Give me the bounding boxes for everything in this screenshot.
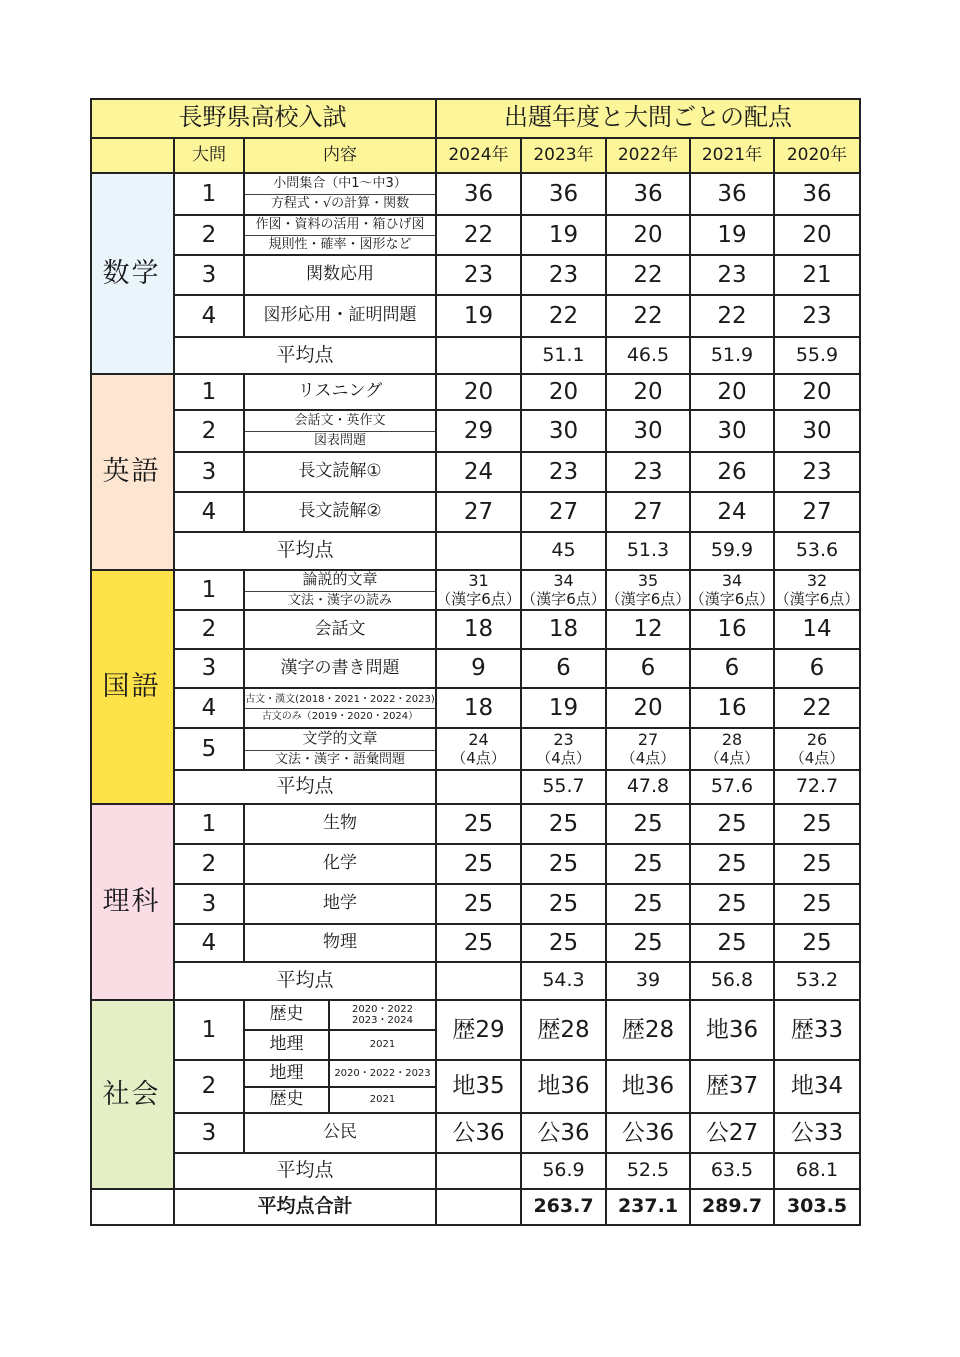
- header-year: 2022年: [607, 139, 691, 174]
- score-note: （4点）: [451, 748, 506, 767]
- content-cell: [245, 729, 437, 771]
- content-line-1: 会話文・英作文: [294, 412, 386, 428]
- average-value: [437, 533, 522, 571]
- divider: [245, 194, 435, 195]
- score-cell: 21: [775, 256, 861, 296]
- content-cell: [245, 216, 437, 256]
- score-cell: [775, 729, 861, 771]
- score-cell: 歴33: [775, 1001, 861, 1061]
- score-cell: 18: [522, 611, 607, 650]
- score-cell: 19: [437, 296, 522, 338]
- header-daimon: 大問: [175, 139, 245, 174]
- content-cell: [245, 571, 437, 611]
- score-cell: [607, 571, 691, 611]
- score-cell: 16: [691, 611, 775, 650]
- score-cell: 地36: [607, 1061, 691, 1114]
- question-number: 5: [175, 729, 245, 771]
- score-cell: 25: [607, 885, 691, 925]
- score-cell: [607, 729, 691, 771]
- score-cell: 23: [437, 256, 522, 296]
- content-cell: [245, 689, 437, 729]
- score-cell: 29: [437, 411, 522, 453]
- total-blank: [90, 1190, 175, 1226]
- content-cell: [245, 174, 437, 216]
- header-year: 2021年: [691, 139, 775, 174]
- average-value: 47.8: [607, 771, 691, 805]
- score-cell: 22: [607, 256, 691, 296]
- header-naiyo: 内容: [245, 139, 437, 174]
- score-cell: 公36: [437, 1114, 522, 1154]
- score-cell: 地34: [775, 1061, 861, 1114]
- divider: [245, 235, 435, 236]
- score-cell: 25: [607, 925, 691, 963]
- score-cell: 30: [607, 411, 691, 453]
- header-year: 2020年: [775, 139, 861, 174]
- score-cell: [775, 571, 861, 611]
- score-cell: 歴28: [522, 1001, 607, 1061]
- score-cell: 20: [607, 689, 691, 729]
- average-value: 53.6: [775, 533, 861, 571]
- score-cell: 地36: [691, 1001, 775, 1061]
- content-line-2: 文法・漢字・語彙問題: [274, 751, 405, 767]
- social-years-a-line1: 2020・2022: [352, 1003, 413, 1015]
- score-cell: 20: [775, 216, 861, 256]
- score-note: （漢字6点）: [774, 589, 860, 608]
- average-label: 平均点: [175, 338, 437, 375]
- average-value: 46.5: [607, 338, 691, 375]
- total-value: 237.1: [607, 1190, 691, 1226]
- score-cell: 25: [775, 845, 861, 885]
- question-number: 3: [175, 256, 245, 296]
- score-cell: 公36: [522, 1114, 607, 1154]
- score-cell: 36: [607, 174, 691, 216]
- content-cell: 図形応用・証明問題: [245, 296, 437, 338]
- content-cell: リスニング: [245, 375, 437, 411]
- score-note: （漢字6点）: [689, 589, 775, 608]
- score-cell: 23: [775, 296, 861, 338]
- question-number: 1: [175, 805, 245, 845]
- score-cell: 20: [775, 375, 861, 411]
- social-years-b: 2021: [330, 1088, 437, 1114]
- social-sub-b: 歴史: [245, 1088, 330, 1114]
- question-number: 1: [175, 1001, 245, 1061]
- score-cell: [522, 729, 607, 771]
- total-value: 303.5: [775, 1190, 861, 1226]
- score-cell: 14: [775, 611, 861, 650]
- score-cell: 25: [522, 925, 607, 963]
- average-label: 平均点: [175, 533, 437, 571]
- header-blank: [90, 139, 175, 174]
- score-cell: 36: [691, 174, 775, 216]
- score-cell: 23: [522, 256, 607, 296]
- score-cell: 6: [691, 650, 775, 689]
- score-cell: 9: [437, 650, 522, 689]
- score-value: 27: [637, 730, 659, 750]
- average-value: 56.9: [522, 1154, 607, 1190]
- subject-english: 英語: [90, 375, 175, 571]
- score-value: 23: [553, 730, 574, 750]
- score-cell: 地36: [522, 1061, 607, 1114]
- social-years-b: 2021: [330, 1031, 437, 1061]
- score-cell: 公27: [691, 1114, 775, 1154]
- table-subtitle: 出題年度と大問ごとの配点: [437, 98, 861, 139]
- average-value: 53.2: [775, 963, 861, 1001]
- score-cell: 27: [775, 493, 861, 533]
- question-number: 2: [175, 411, 245, 453]
- score-value: 34: [721, 571, 743, 591]
- average-value: [437, 338, 522, 375]
- score-cell: 30: [522, 411, 607, 453]
- average-value: 56.8: [691, 963, 775, 1001]
- question-number: 4: [175, 925, 245, 963]
- average-value: 51.3: [607, 533, 691, 571]
- score-cell: 25: [522, 885, 607, 925]
- divider: [245, 591, 435, 592]
- score-cell: 24: [437, 453, 522, 493]
- content-cell: 物理: [245, 925, 437, 963]
- score-cell: 25: [607, 805, 691, 845]
- content-line-1: 作図・資料の活用・箱ひげ図: [255, 216, 425, 232]
- total-value: 289.7: [691, 1190, 775, 1226]
- content-line-2: 方程式・√の計算・関数: [270, 195, 410, 211]
- score-cell: 22: [607, 296, 691, 338]
- average-value: 72.7: [775, 771, 861, 805]
- score-cell: 20: [691, 375, 775, 411]
- average-value: 54.3: [522, 963, 607, 1001]
- total-label: 平均点合計: [175, 1190, 437, 1226]
- content-line-2: 文法・漢字の読み: [287, 592, 392, 608]
- average-value: [437, 771, 522, 805]
- header-year: 2024年: [437, 139, 522, 174]
- score-cell: 25: [437, 845, 522, 885]
- question-number: 3: [175, 1114, 245, 1154]
- score-cell: 18: [437, 689, 522, 729]
- score-note: （4点）: [789, 748, 845, 767]
- score-cell: 25: [691, 885, 775, 925]
- score-note: （漢字6点）: [521, 589, 606, 608]
- score-cell: 20: [522, 375, 607, 411]
- question-number: 3: [175, 885, 245, 925]
- divider: [245, 708, 435, 709]
- score-cell: 16: [691, 689, 775, 729]
- score-cell: 地35: [437, 1061, 522, 1114]
- score-cell: 27: [522, 493, 607, 533]
- score-cell: 25: [522, 805, 607, 845]
- content-cell: 化学: [245, 845, 437, 885]
- score-cell: 36: [775, 174, 861, 216]
- question-number: 3: [175, 453, 245, 493]
- average-value: 57.6: [691, 771, 775, 805]
- average-label: 平均点: [175, 963, 437, 1001]
- score-cell: 25: [607, 845, 691, 885]
- subject-japanese: 国語: [90, 571, 175, 805]
- score-value: 34: [553, 571, 574, 591]
- score-cell: 23: [522, 453, 607, 493]
- score-cell: [691, 571, 775, 611]
- score-cell: 26: [691, 453, 775, 493]
- score-cell: 25: [691, 845, 775, 885]
- question-number: 2: [175, 1061, 245, 1114]
- score-note: （4点）: [704, 748, 760, 767]
- score-cell: 20: [607, 216, 691, 256]
- content-line-1: 論説的文章: [302, 570, 378, 589]
- content-cell: 地学: [245, 885, 437, 925]
- score-cell: 公33: [775, 1114, 861, 1154]
- score-cell: 24: [691, 493, 775, 533]
- score-value: 31: [468, 571, 489, 591]
- average-value: 55.9: [775, 338, 861, 375]
- score-cell: 25: [522, 845, 607, 885]
- average-value: [437, 1154, 522, 1190]
- social-years-a-line2: 2023・2024: [352, 1015, 413, 1026]
- social-sub-a: 歴史: [245, 1001, 330, 1031]
- score-cell: [437, 729, 522, 771]
- divider: [245, 750, 435, 751]
- content-line-1: 文学的文章: [302, 729, 378, 748]
- average-value: [437, 963, 522, 1001]
- question-number: 2: [175, 845, 245, 885]
- score-cell: 19: [522, 216, 607, 256]
- score-cell: 23: [607, 453, 691, 493]
- question-number: 1: [175, 375, 245, 411]
- question-number: 2: [175, 611, 245, 650]
- score-cell: 23: [775, 453, 861, 493]
- header-year: 2023年: [522, 139, 607, 174]
- average-value: 52.5: [607, 1154, 691, 1190]
- content-line-2: 規則性・確率・図形など: [268, 236, 412, 252]
- content-cell: 長文読解②: [245, 493, 437, 533]
- divider: [245, 431, 435, 432]
- score-cell: 22: [775, 689, 861, 729]
- score-value: 35: [637, 571, 659, 591]
- average-value: 51.1: [522, 338, 607, 375]
- social-years-a: [330, 1001, 437, 1031]
- average-label: 平均点: [175, 771, 437, 805]
- score-cell: 36: [522, 174, 607, 216]
- subject-social: 社会: [90, 1001, 175, 1190]
- score-cell: 6: [775, 650, 861, 689]
- score-note: （4点）: [620, 748, 676, 767]
- subject-math: 数学: [90, 174, 175, 375]
- score-cell: 22: [437, 216, 522, 256]
- average-value: 51.9: [691, 338, 775, 375]
- average-value: 68.1: [775, 1154, 861, 1190]
- question-number: 3: [175, 650, 245, 689]
- score-cell: 25: [691, 805, 775, 845]
- score-cell: 20: [607, 375, 691, 411]
- content-cell: 漢字の書き問題: [245, 650, 437, 689]
- score-cell: 19: [522, 689, 607, 729]
- average-value: 39: [607, 963, 691, 1001]
- score-cell: 6: [607, 650, 691, 689]
- average-value: 55.7: [522, 771, 607, 805]
- score-cell: 20: [437, 375, 522, 411]
- question-number: 1: [175, 174, 245, 216]
- question-number: 4: [175, 296, 245, 338]
- table-title: 長野県高校入試: [90, 98, 437, 139]
- score-cell: 22: [522, 296, 607, 338]
- score-cell: 歴29: [437, 1001, 522, 1061]
- score-cell: 19: [691, 216, 775, 256]
- content-cell: 生物: [245, 805, 437, 845]
- score-cell: 25: [437, 805, 522, 845]
- score-cell: 25: [437, 885, 522, 925]
- score-cell: 27: [437, 493, 522, 533]
- score-cell: 12: [607, 611, 691, 650]
- question-number: 4: [175, 689, 245, 729]
- content-cell: [245, 411, 437, 453]
- content-cell: 会話文: [245, 611, 437, 650]
- content-cell: 長文読解①: [245, 453, 437, 493]
- score-note: （漢字6点）: [436, 589, 521, 608]
- content-cell: 関数応用: [245, 256, 437, 296]
- score-cell: 25: [691, 925, 775, 963]
- content-line-1: 小問集合（中1～中3）: [273, 175, 407, 191]
- score-cell: 25: [437, 925, 522, 963]
- score-cell: 36: [437, 174, 522, 216]
- average-value: 63.5: [691, 1154, 775, 1190]
- content-line-2: 図表問題: [313, 432, 366, 448]
- score-cell: [522, 571, 607, 611]
- score-note: （4点）: [536, 748, 591, 767]
- subject-science: 理科: [90, 805, 175, 1001]
- score-cell: 6: [522, 650, 607, 689]
- total-value: [437, 1190, 522, 1226]
- score-value: 24: [468, 730, 489, 750]
- score-cell: 公36: [607, 1114, 691, 1154]
- content-line-2: 古文のみ（2019・2020・2024）: [261, 710, 419, 722]
- score-cell: [691, 729, 775, 771]
- score-value: 26: [806, 730, 828, 750]
- question-number: 4: [175, 493, 245, 533]
- score-cell: [437, 571, 522, 611]
- score-cell: 25: [775, 885, 861, 925]
- score-cell: 25: [775, 805, 861, 845]
- average-label: 平均点: [175, 1154, 437, 1190]
- social-sub-b: 地理: [245, 1031, 330, 1061]
- score-cell: 25: [775, 925, 861, 963]
- content-cell: 公民: [245, 1114, 437, 1154]
- score-cell: 23: [691, 256, 775, 296]
- question-number: 2: [175, 216, 245, 256]
- social-sub-a: 地理: [245, 1061, 330, 1088]
- score-cell: 27: [607, 493, 691, 533]
- social-years-a: 2020・2022・2023: [330, 1061, 437, 1088]
- score-cell: 18: [437, 611, 522, 650]
- score-value: 32: [806, 571, 828, 591]
- average-value: 45: [522, 533, 607, 571]
- score-note: （漢字6点）: [605, 589, 691, 608]
- score-cell: 30: [691, 411, 775, 453]
- score-value: 28: [721, 730, 743, 750]
- score-cell: 歴28: [607, 1001, 691, 1061]
- average-value: 59.9: [691, 533, 775, 571]
- total-value: 263.7: [522, 1190, 607, 1226]
- score-cell: 30: [775, 411, 861, 453]
- question-number: 1: [175, 571, 245, 611]
- score-cell: 22: [691, 296, 775, 338]
- content-line-1: 古文・漢文(2018・2021・2022・2023): [245, 694, 435, 705]
- score-cell: 歴37: [691, 1061, 775, 1114]
